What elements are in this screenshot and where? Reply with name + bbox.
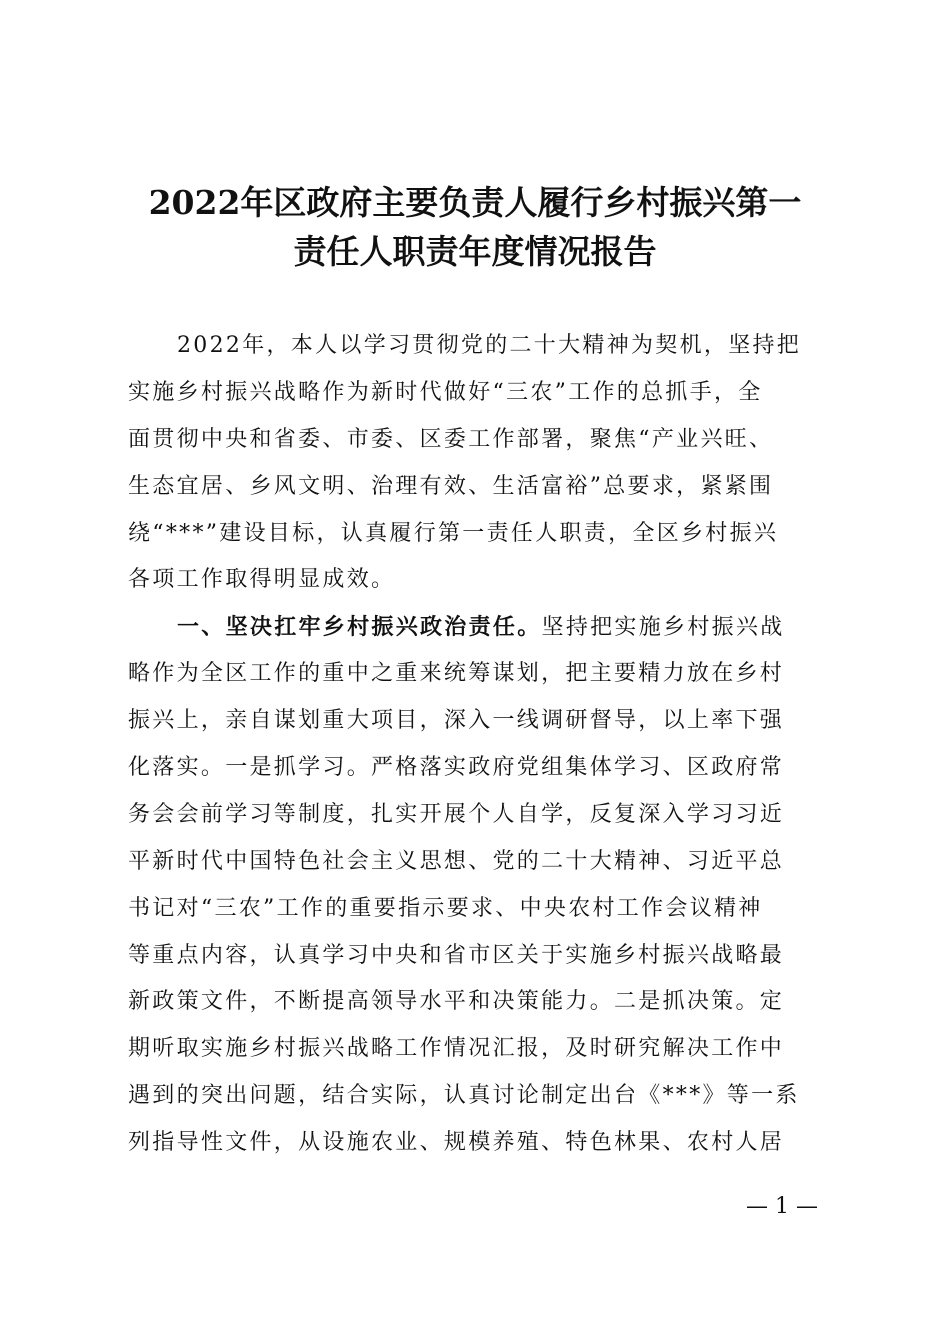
title-line-1: 2022年区政府主要负责人履行乡村振兴第一 <box>148 183 802 222</box>
intro-line: 生态宜居、乡风文明、治理有效、生活富裕”总要求，紧紧围 <box>128 473 774 499</box>
section-1-line: 振兴上，亲自谋划重大项目，深入一线调研督导，以上率下强 <box>128 708 785 734</box>
intro-line: 面贯彻中央和省委、市委、区委工作部署，聚焦“产业兴旺、 <box>128 426 774 452</box>
section-1-line: 等重点内容，认真学习中央和省市区关于实施乡村振兴战略最 <box>128 942 785 968</box>
section-1-line: 期听取实施乡村振兴战略工作情况汇报，及时研究解决工作中 <box>128 1036 785 1062</box>
section-1-line: 新政策文件，不断提高领导水平和决策能力。二是抓决策。定 <box>128 989 785 1015</box>
section-1-line: 化落实。一是抓学习。严格落实政府党组集体学习、区政府常 <box>128 755 785 781</box>
page-number: — 1 — <box>746 1194 818 1219</box>
intro-line: 2022年，本人以学习贯彻党的二十大精神为契机，坚持把 <box>177 333 802 358</box>
document-body <box>128 323 828 1167</box>
section-1-line: 遇到的突出问题，结合实际，认真讨论制定出台《***》等一系 <box>128 1083 800 1109</box>
title-line-2: 责任人职责年度情况报告 <box>293 232 657 271</box>
section-1-first-line <box>128 604 828 651</box>
section-1-heading: 一、坚决扛牢乡村振兴政治责任。 <box>177 614 542 641</box>
section-1-first-line-text: 坚持把实施乡村振兴战 <box>541 615 785 641</box>
document-title <box>100 178 850 276</box>
intro-line: 各项工作取得明显成效。 <box>128 567 396 593</box>
intro-line: 绕“***”建设目标，认真履行第一责任人职责，全区乡村振兴 <box>128 520 779 546</box>
section-1-line: 书记对“三农”工作的重要指示要求、中央农村工作会议精神 <box>128 895 763 921</box>
section-1-line: 列指导性文件，从设施农业、规模养殖、特色林果、农村人居 <box>128 1130 785 1156</box>
section-1-line: 平新时代中国特色社会主义思想、党的二十大精神、习近平总 <box>128 848 785 874</box>
section-1-line: 务会会前学习等制度，扎实开展个人自学，反复深入学习习近 <box>128 801 785 827</box>
section-1-line: 略作为全区工作的重中之重来统筹谋划，把主要精力放在乡村 <box>128 661 785 687</box>
intro-line: 实施乡村振兴战略作为新时代做好“三农”工作的总抓手，全 <box>128 379 763 405</box>
